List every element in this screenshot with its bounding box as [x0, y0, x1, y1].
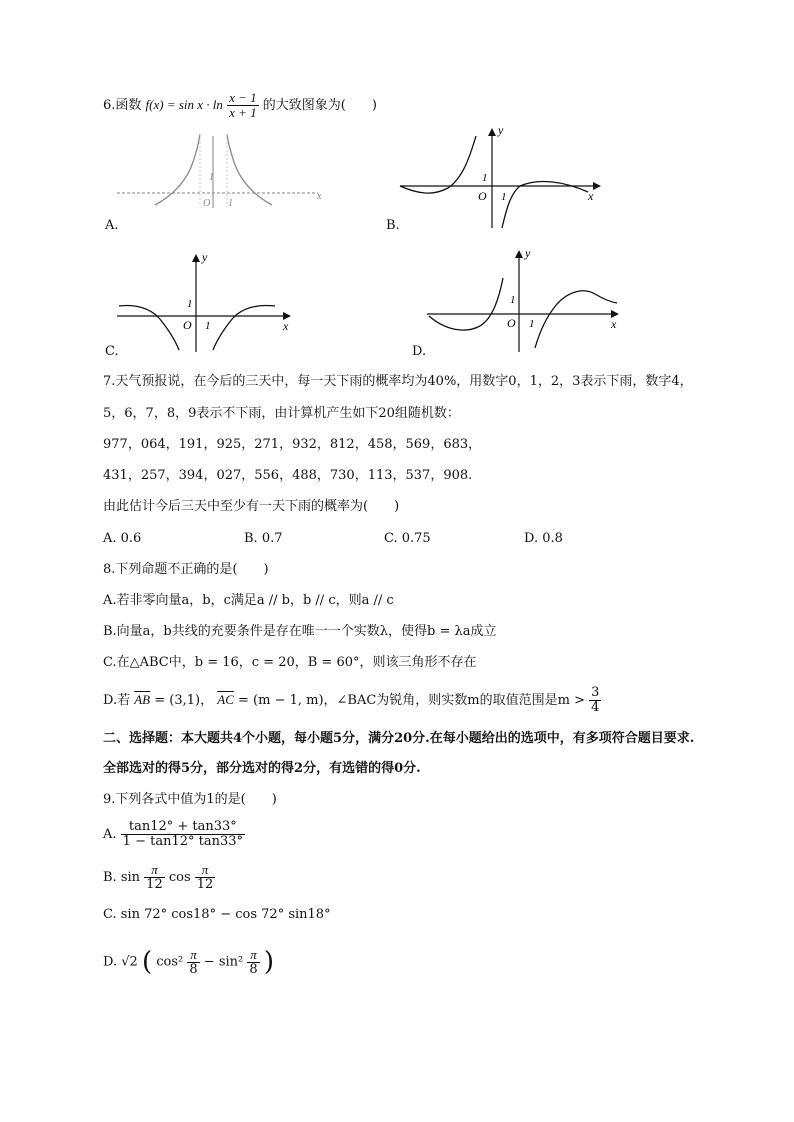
q9-b-den-1: 12 [146, 877, 163, 892]
q9-a-num: tan12° + tan33° [121, 820, 245, 835]
curve-c-left [119, 306, 179, 351]
label-d-x: x [611, 317, 617, 331]
label-d-tick: 1 [529, 318, 535, 330]
label-c-y: y [202, 252, 208, 264]
q7-option-b: B. 0.7 [244, 531, 283, 546]
label-b-y: y [498, 126, 504, 137]
y-arrow-d [515, 250, 523, 258]
q6-graph-d [425, 248, 625, 354]
q9-b-frac-1 [144, 863, 165, 891]
section2-line2: 全部选对的得5分，部分选对的得2分，有选错的得0分. [103, 761, 421, 776]
curve-a-right [227, 134, 272, 205]
q9-d-pi-1: π [187, 948, 199, 963]
q9-d-label: D. [103, 954, 118, 970]
q9-a-fraction [121, 820, 245, 848]
y-arrow-c [192, 254, 200, 262]
label-b-origin: O [478, 189, 487, 203]
q7-option-d: D. 0.8 [524, 531, 563, 546]
q9-b-pi-2: π [195, 863, 216, 878]
q6-graph-b [398, 126, 603, 230]
label-d-origin: O [507, 316, 516, 330]
label-b-x: x [588, 189, 594, 203]
curve-a-left [155, 134, 200, 205]
q8-d-prefix: D.若 [103, 693, 131, 708]
q9-option-a [103, 815, 245, 855]
q7-option-a: A. 0.6 [103, 531, 142, 546]
curve-d-left [429, 278, 503, 330]
q9-b-label: B. [103, 870, 117, 885]
q6-fraction-num: x − 1 [229, 90, 257, 106]
q8-d-fraction [589, 686, 601, 714]
vector-ab: $\overline{AB}$ [134, 692, 151, 707]
q6-function: f(x) = sin x · ln [145, 97, 223, 112]
label-a-origin: O [203, 198, 211, 209]
q9-a-den: 1 − tan12° tan33° [122, 834, 244, 849]
q9-option-b [103, 858, 215, 898]
label-c-one: 1 [187, 298, 193, 310]
q8-d-ac-value: = (m − 1, m)，∠BAC为锐角，则实数m的取值范围是m > [238, 693, 585, 708]
q8-option-d [103, 680, 601, 720]
q9-d-sin2: − sin² [203, 954, 244, 970]
q9-b-frac-2 [195, 863, 216, 891]
q9-d-frac-1 [187, 948, 199, 976]
label-d-one: 1 [510, 294, 516, 306]
q9-b-pi-1: π [144, 863, 165, 878]
q6-stem [103, 88, 377, 122]
label-c-origin: O [183, 318, 192, 332]
q8-d-ab-value: = (3,1)， [154, 693, 214, 708]
q6-fraction-den: x + 1 [229, 105, 257, 120]
y-arrow-b [488, 128, 496, 136]
q7-option-c: C. 0.75 [384, 531, 431, 546]
q7-random-row-2: 431，257，394，027，556，488，730，113，537，908. [103, 468, 473, 483]
q9-b-den-2: 12 [196, 877, 214, 892]
q6-option-c: C. [105, 344, 119, 359]
q8-d-den: 4 [591, 700, 600, 715]
q8-d-num: 3 [591, 685, 600, 701]
label-a-x: x [317, 191, 322, 202]
q9-d-paren-open: ( [141, 947, 153, 977]
q9-b-sin: sin [120, 870, 141, 885]
q9-option-c: C. sin 72° cos18° − cos 72° sin18° [103, 907, 331, 922]
q9-d-cos2: cos² [156, 954, 184, 970]
label-b-one: 1 [482, 172, 488, 184]
label-b-tick: 1 [501, 191, 507, 203]
label-d-y: y [525, 248, 531, 260]
label-c-tick: 1 [205, 320, 211, 332]
label-a-one: 1 [209, 172, 214, 183]
curve-d-right [535, 291, 617, 348]
section2-line1: 二、选择题：本大题共4个小题，每小题5分，满分20分.在每小题给出的选项中，有多项符合题目要求. [103, 731, 695, 746]
q6-suffix: 的大致图象为( ) [262, 98, 377, 113]
q7-random-row-1: 977，064，191，925，271，932，812，458，569，683， [103, 437, 482, 452]
q6-fraction [227, 91, 259, 119]
q9-stem: 9.下列各式中值为1的是( ) [103, 792, 277, 807]
curve-b-left [400, 136, 476, 193]
q9-d-sqrt: √2 [121, 954, 138, 970]
label-c-x: x [283, 319, 289, 333]
q8-option-b: B.向量a，b共线的充要条件是存在唯一一个实数λ，使得b = λa成立 [103, 624, 497, 639]
q9-d-den-1: 8 [189, 961, 198, 977]
q7-line2: 5，6，7，8，9表示不下雨，由计算机产生如下20组随机数： [103, 406, 460, 421]
q9-d-pi-2: π [247, 948, 259, 963]
q8-option-a: A.若非零向量a，b，c满足a // b，b // c，则a // c [103, 593, 394, 608]
q6-option-a: A. [105, 218, 119, 233]
curve-c-right [213, 306, 275, 351]
q6-option-b: B. [386, 218, 400, 233]
curve-b-right [502, 181, 588, 228]
label-a-tick: 1 [228, 198, 233, 209]
x-arrow-b [593, 182, 601, 190]
q6-graph-c [115, 252, 300, 354]
q7-question: 由此估计今后三天中至少有一天下雨的概率为( ) [103, 499, 400, 514]
q8-option-c: C.在△ABC中，b = 16，c = 20，B = 60°，则该三角形不存在 [103, 655, 477, 670]
q6-option-d: D. [412, 344, 427, 359]
q9-a-label: A. [103, 827, 117, 842]
q9-d-den-2: 8 [249, 961, 258, 977]
q9-option-d [103, 940, 274, 984]
q6-prefix: 6.函数 [103, 98, 142, 113]
q8-stem: 8.下列命题不正确的是( ) [103, 562, 269, 577]
q9-d-paren-close: ) [263, 947, 274, 977]
q9-d-frac-2 [247, 948, 259, 976]
q9-b-cos: cos [168, 870, 191, 885]
q6-graph-a [115, 132, 325, 210]
vector-ac: $\overline{AC}$ [217, 692, 234, 707]
q7-line1: 7.天气预报说，在今后的三天中，每一天下雨的概率均为40%，用数字0，1，2，3表示下雨，数字4， [103, 374, 693, 389]
